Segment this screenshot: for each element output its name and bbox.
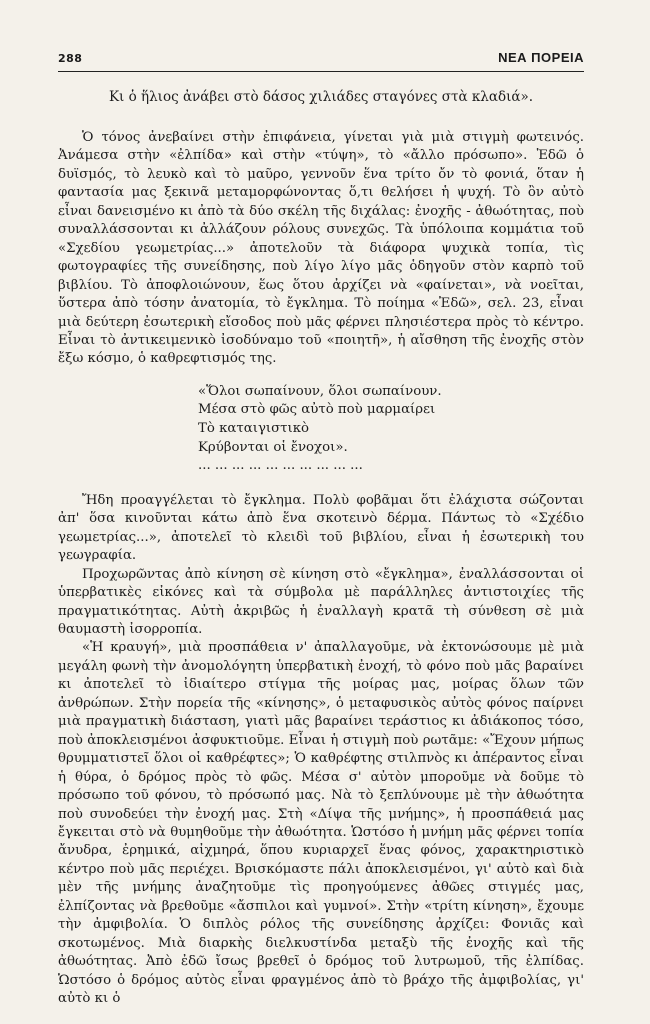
paragraph: Ὁ τόνος ἀνεβαίνει στὴν ἐπιφάνεια, γίνεται γιὰ μιὰ στιγμὴ φωτεινός. Ἀνάμεσα στὴν «ἐλπίδα» καὶ στὴν «τύψη», τὸ «ἄλλο πρόσωπο». Ἐδῶ ὁ δυϊσμός, τὸ λευκὸ καὶ τὸ μαῦρο, γεννοῦν ἕνα τρίτο ὄν τὸ φονιά, ὅταν ἡ φαντασία μας ξεκινᾶ μεταμορφώνοντας ὅ,τι θελήσει ἡ ψυχή. Τὸ ὂν αὐτὸ εἶναι δανεισμένο κι ἀπὸ τὰ δύο σκέλη τῆς διχάλας: ἐνοχῆς - ἀθωότητας, ποὺ συναλλάσσονται κι ἀλλάζουν ρόλους συνεχῶς. Τὰ ὑπόλοιπα κομμάτια τοῦ «Σχεδίου γεωμετρίας...» ἀποτελοῦν τὰ διάφορα ψυχικὰ τοπία, τὶς φωτογραφίες τῆς συνείδησης, ποὺ λίγο λίγο μᾶς ὁδηγοῦν στὸν καρπὸ τοῦ βιβλίου. Τὸ ἀποφλοιώνουν, ἕως ὅτου ἀρχίζει νὰ «φαίνεται», νὰ νοεῖται, ὕστερα ἀπὸ τόσην ἀνατομία, τὸ ἔγκλημα. Τὸ ποίημα «Ἐδῶ», σελ. 23, εἶναι μιὰ δεύτερη ἐσωτερικὴ εἴσοδος ποὺ μᾶς φέρνει πλησιέστερα πρὸς τὸ κέντρο. Εἶναι τὸ ἀντικειμενικὸ ἰσοδύναμο τοῦ «ποιητῆ», ἡ αἴσθηση τῆς ἐνοχῆς στὸν ἔξω κόσμο, ὁ καθρεφτισμός της. (58, 130, 584, 367)
journal-title: ΝΕΑ ΠΟΡΕΙΑ (498, 50, 584, 65)
poem-line: «Ὅλοι σωπαίνουν, ὅλοι σωπαίνουν. (198, 383, 442, 399)
poem-line: Τὸ καταιγιστικὸ (198, 421, 310, 437)
poem-line: Κρύβονται οἱ ἔνοχοι». (198, 439, 348, 455)
page-number: 288 (58, 52, 83, 65)
paragraph: Ἤδη προαγγέλεται τὸ ἔγκλημα. Πολὺ φοβᾶμαι ὅτι ἐλάχιστα σώζονται ἀπ' ὅσα κινοῦνται κάτω ἀπὸ ἕνα σκοτεινὸ δέρμα. Πάντως τὸ «Σχέδιο γεωμετρίας...», ἀποτελεῖ τὸ κλειδὶ τοῦ βιβλίου, εἶναι ἡ ἐσωτερικὴ του γεωγραφία. (58, 492, 584, 564)
poem-quote (198, 383, 584, 476)
book-page (58, 50, 584, 1009)
poem-line: Μέσα στὸ φῶς αὐτὸ ποὺ μαρμαίρει (198, 402, 436, 418)
paragraph: «Ἡ κραυγή», μιὰ προσπάθεια ν' ἀπαλλαγοῦμε, νὰ ἐκτονώσουμε μὲ μιὰ μεγάλη φωνὴ τὴν ἀνομολόγητη ὑπερβατικὴ ἐνοχή, τὸ φόνο ποὺ μᾶς βαραίνει κι ἀποτελεῖ τὸ ἰδιαίτερο στίγμα τῆς μοίρας μας, μοίρας ὅλων τῶν ἀνθρώπων. Στὴν πορεία τῆς «κίνησης», ὁ μεταφυσικὸς αὐτὸς φόνος παίρνει μιὰ πραγματικὴ διάσταση, γιατὶ μᾶς βαραίνει τεράστιος κι ἀδιάκοπος τόσο, ποὺ ἀποκλεισμένοι ἀσφυκτιοῦμε. Εἶναι ἡ στιγμὴ ποὺ ρωτᾶμε: «Ἔχουν μήπως θρυμματιστεῖ ὅλοι οἱ καθρέφτες»; Ὁ καθρέφτης στιλπνὸς κι ἀπέραντος εἶναι ἡ θύρα, ὁ δρόμος πρὸς τὸ φῶς. Μέσα σ' αὐτὸν μποροῦμε νὰ δοῦμε τὸ πρόσωπο τοῦ φόνου, τὸ πρόσωπό μας. Νὰ τὸ ξεπλύνουμε μὲ τὴν ἀθωότητα ποὺ συνοδεύει τὴν ἐνοχή μας. Στὴ «Δίψα τῆς μνήμης», ἡ προσπάθειά μας ἔγκειται στὸ νὰ θυμηθοῦμε τὴν ἀθωότητα. Ὡστόσο ἡ μνήμη μᾶς φέρνει τοπία ἄνυδρα, ἐρημικά, αἰχμηρά, ὅπου κυριαρχεῖ ἕνας φόνος, χαρακτηριστικὸ κέντρο ποὺ μᾶς περιέχει. Βρισκόμαστε πάλι ἀποκλεισμένοι, γι' αὐτὸ καὶ διὰ μὲν τῆς μνήμης ἀναζητοῦμε τὶς προηγούμενες ἀθῶες στιγμές μας, ἐλπίζοντας νὰ βρεθοῦμε «ἄσπιλοι καὶ γυμνοί». Στὴν «τρίτη κίνηση», ἔχουμε τὴν ἀμφιβολία. Ὁ διπλὸς ρόλος τῆς συνείδησης ἀρχίζει: Φονιᾶς καὶ σκοτωμένος. Μιὰ διαρκὴς διελκυστίνδα μεταξὺ τῆς ἐνοχῆς καὶ τῆς ἀθωότητας. Ἀπὸ ἐδῶ ἴσως βρεθεῖ ὁ δρόμος τοῦ λυτρωμοῦ, τῆς ἐλπίδας. Ὡστόσο ὁ δρόμος αὐτὸς εἶναι φραγμένος ἀπὸ τὸ βράχο τῆς ἀμφιβολίας, γι' αὐτὸ κι ὁ (58, 640, 584, 1007)
epigraph-line: Κι ὁ ἥλιος ἀνάβει στὸ δάσος χιλιάδες σταγόνες στὰ κλαδιά». (108, 89, 534, 105)
paragraph: Προχωρῶντας ἀπὸ κίνηση σὲ κίνηση στὸ «ἔγκλημα», ἐναλλάσσονται οἱ ὑπερβατικὲς εἰκόνες καὶ τὰ σύμβολα μὲ παράλληλες ἀντιστοιχίες τῆς πραγματικότητας. Αὐτὴ ἀκριβῶς ἡ ἐναλλαγὴ κρατᾶ τὴ σύνθεση σὲ μιὰ θαυμαστὴ ἰσορροπία. (58, 566, 584, 638)
running-header (58, 50, 584, 72)
poem-ellipsis: ... ... ... ... ... ... ... ... ... ... (198, 458, 363, 474)
